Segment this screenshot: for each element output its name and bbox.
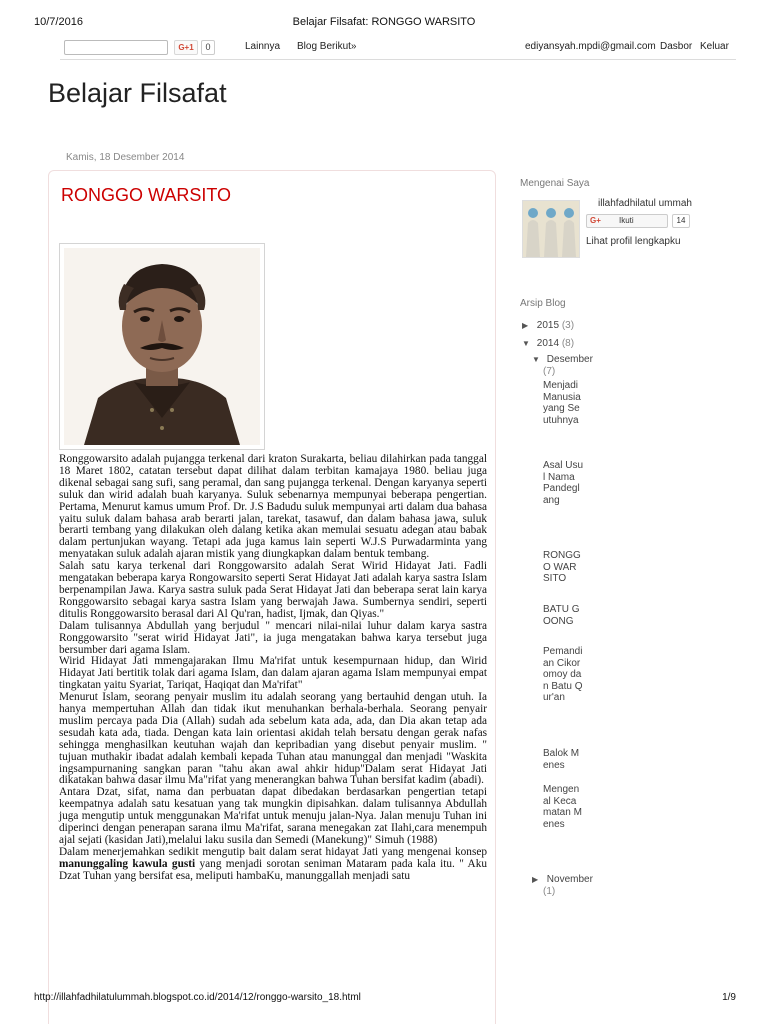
navbar-divider [60,59,736,60]
post-paragraph: Menurut Islam, seorang penyair muslim itu adalah seorang yang bertauhid dengan utuh. Ia hanya mempertuhan Allah dan tidak ikut menuhankan berhala-berhala. Seorang penyair muslim percaya pada Dia (Allah) sudah ada sebelum kata ada, ada, dan Dia akan tetap ada sesudah kata ada, tiada. Dengan kata lain orientasi akidah telah bersatu dengan gerak nafas sehingga menghasilkan keutuhan wajah dan kepribadian yang disebut penyair muslim. " tujuan muthakir ibadat adalah kembali kepada Tuhan atau manunggal dan menjadi "Waskita ingsampurnaning sangkan paran "tahu akan awal ahkir hidup"Dalam serat Hidayat Jati dikatakan bahwa dasar ilmu Ma"rifat yang menerangkan bahwa Tuhan bersifat kadim (abadi). [59,691,487,787]
archive-post-link[interactable]: Mengenal Kecamatan Menes [543,784,582,830]
post-title[interactable]: RONGGO WARSITO [61,185,232,205]
user-email: ediyansyah.mpdi@gmail.com [525,41,656,52]
archive-heading: Arsip Blog [520,298,566,309]
post-bold-text: manunggaling kawula gusti [59,857,196,870]
follow-count: 14 [672,214,690,228]
dashboard-link[interactable]: Dasbor [660,41,693,52]
collapse-icon: ▼ [522,339,530,348]
post-text: Dalam menerjemahkan sedikit mengutip bait dalam serat hidayat Jati yang mengenai konsep [59,845,487,858]
archive-month-label: Desember [546,354,593,365]
profile-photo [523,201,579,257]
archive-year-2014[interactable] [522,338,574,349]
post-image[interactable] [59,243,265,450]
archive-month-november[interactable] [532,874,593,885]
profile-avatar[interactable] [522,200,580,258]
gplus-icon: G+ [590,216,601,225]
print-url: http://illahfadhilatulummah.blogspot.co.id/2014/12/ronggo-warsito_18.html [34,992,361,1003]
about-heading: Mengenai Saya [520,178,590,189]
print-header [0,16,768,30]
portrait-illustration [64,248,260,445]
blogger-navbar [60,38,736,58]
profile-name[interactable]: illahfadhilatul ummah [598,198,692,209]
post-paragraph: Antara Dzat, sifat, nama dan perbuatan dapat dibedakan berdasarkan pengertian tetapi keempatnya adalah satu kesatuan yang tak mungkin dipisahkan. dalam tulisannya Abdullah juga mengutip untuk menggunakan Ma'rifat untuk menuju jalan-Nya. Jalan menuju Tuhan ini diperinci dengan penerapan sarana ilmu Ma'rifat, sarana menegakan zat Ilahi,cara menempuh ajal sejati (kasidan Jati),melalui laku susila dan Semedi (Manekung)" Simuh (1988) [59,786,487,846]
search-input[interactable] [64,40,168,55]
page-number: 1/9 [722,992,736,1003]
archive-count: (3) [561,320,575,331]
gplus-button[interactable]: G+1 [174,40,198,55]
profile-link[interactable]: Lihat profil lengkapku [586,236,681,247]
post-paragraph: Salah satu karya terkenal dari Ronggowarsito adalah Serat Wirid Hidayat Jati. Fadli mengatakan beberapa karya Rongowarsito seperti Serat Hidayat Jati adalah karya sastra Islam berpenampilan Jawa. Karya sastra suluk pada Serat Hidayat Jati dan beberapa serat lain karya Ronggowarsito sebagai karya sastra Islam yang berwajah Jawa. Sumbernya sendiri, seperti ditulis Ronggowarsito berasal dari Al Qu'ran, hadist, Ijmak, dan Qiyas." [59,560,487,620]
archive-post-link[interactable]: BATU GOONG [543,604,580,627]
post-body [59,454,487,883]
archive-year-label: 2014 [536,338,560,349]
print-title: Belajar Filsafat: RONGGO WARSITO [292,16,476,28]
post-date: Kamis, 18 Desember 2014 [66,152,185,163]
post-text: yang menjadi sorotan seniman Mataram pada kala itu. " Aku Dzat Tuhan yang bersifat esa, meliputi hambaKu, manunggallah menjadi satu [59,857,487,882]
blog-title[interactable]: Belajar Filsafat [48,78,227,108]
post-paragraph: Ronggowarsito adalah pujangga terkenal dari kraton Surakarta, beliau dilahirkan pada tanggal 18 Maret 1802, catatan tersebut dapat dilihat dalam terbitan kamajaya 1980. beliau juga dikenal sebagai sang sufi, sang peramal, dan sang pujangga terkenal. Dengan karyanya seperti suluk dan wirid adalah buah karyanya. Suluk sebenarnya mempunyai beberapa pengertian. Pertama, Menurut kamus umum Prof. Dr. J.S Badudu suluk mempunyai arti dalam dua bahasa yaitu suluk dalam bahasa arab berarti jalan, tarekat, tasawuf, dan dalam bahasa jawa, suluk berarti tembang yang dilakukan oleh dalang ketika akan memulai sesuatu adegan atau babak dalam pertunjukan wayang. Tetapi ada juga kamus lain seperti W.J.S Purwadarminta yang menyatakan suluk adalah ajaran mistik yang diungkapkan dalam bentuk tembang. [59,453,487,561]
archive-year-label: 2015 [536,320,560,331]
archive-post-link[interactable]: RONGGO WARSITO [543,550,581,584]
archive-post-link[interactable]: Pemandian Cikoromoy dan Batu Qur'an [543,646,583,703]
follow-label: Ikuti [619,216,634,225]
expand-icon: ▶ [532,875,539,884]
follow-button[interactable] [586,214,668,228]
post-paragraph: Wirid Hidayat Jati mmengajarakan Ilmu Ma'rifat untuk kesempurnaan hidup, dan Wirid Hidayat Jati bertitik tolak dari agama Islam, dan dalam ajaran agama Islam mempunyai empat tingkatan yaitu Syariat, Tariqat, Haqiqat dan Ma'rifat" [59,655,487,692]
print-date: 10/7/2016 [34,16,83,28]
archive-post-link[interactable]: Asal Usul Nama Pandeglang [543,460,584,506]
post-paragraph: Dalam tulisannya Abdullah yang berjudul " mencari nilai-nilai luhur dalam karya sastra Ronggowarsito "serat wirid Hidayat Jati", ia juga mengatakan bahwa karya tersebut juga bersumber dari agama Islam. [59,619,487,656]
next-blog-link[interactable]: Blog Berikut» [297,41,357,52]
logout-link[interactable]: Keluar [700,41,729,52]
archive-count: (1) [543,886,556,897]
archive-count: (8) [561,338,575,349]
archive-year-2015[interactable] [522,320,574,331]
archive-count: (7) [543,366,556,377]
more-link[interactable]: Lainnya [245,41,281,52]
archive-month-december[interactable] [532,354,593,365]
archive-month-label: November [546,874,593,885]
post-container [48,170,496,1024]
archive-post-link[interactable]: Balok Menes [543,748,580,771]
collapse-icon: ▼ [532,355,540,364]
archive-post-link[interactable]: Menjadi Manusia yang Seutuhnya [543,380,581,426]
gplus-count: 0 [201,40,215,55]
post-paragraph [59,847,487,883]
expand-icon: ▶ [522,321,529,330]
